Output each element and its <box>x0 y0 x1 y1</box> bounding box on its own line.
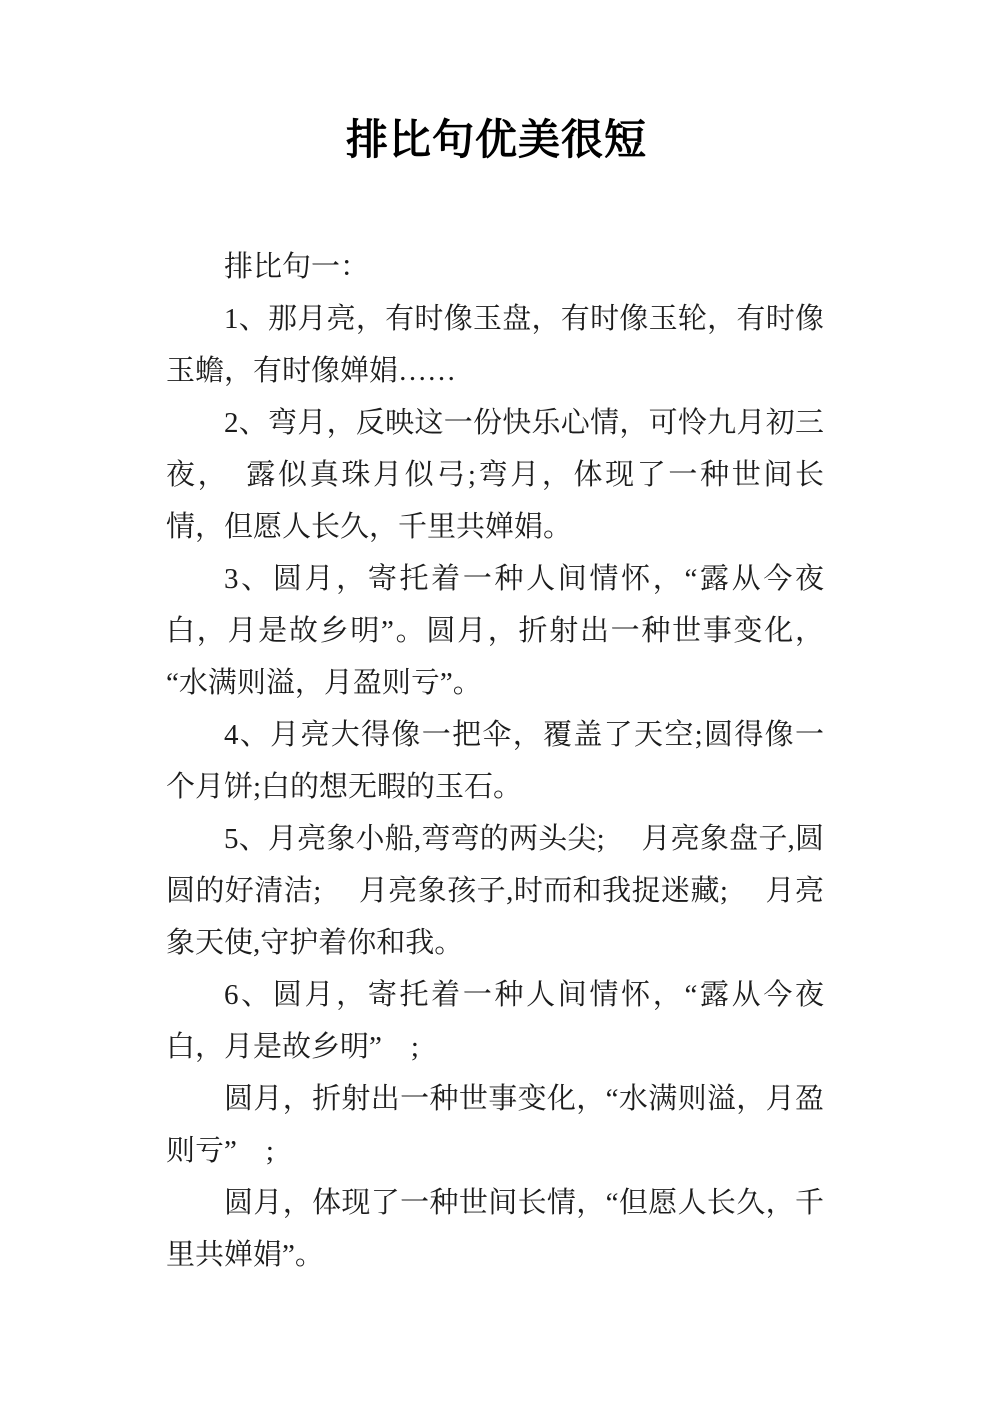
paragraph-item-7: 圆月，折射出一种世事变化，“水满则溢，月盈则亏” ; <box>166 1083 824 1167</box>
paragraph-item-6: 6、圆月，寄托着一种人间情怀，“露从今夜白，月是故乡明” ; <box>166 979 824 1063</box>
document-body <box>166 241 824 1281</box>
paragraph-item-4: 4、月亮大得像一把伞，覆盖了天空;圆得像一个月饼;白的想无暇的玉石。 <box>166 719 824 803</box>
paragraph-item-1: 1、那月亮，有时像玉盘，有时像玉轮，有时像玉蟾，有时像婵娟…… <box>166 303 824 387</box>
paragraph-section-label: 排比句一： <box>224 251 370 283</box>
paragraph-item-2: 2、弯月，反映这一份快乐心情，可怜九月初三夜， 露似真珠月似弓;弯月，体现了一种世间长情，但愿人长久，千里共婵娟。 <box>166 407 824 543</box>
paragraph-item-8: 圆月，体现了一种世间长情，“但愿人长久，千里共婵娟”。 <box>166 1187 824 1271</box>
document-title: 排比句优美很短 <box>345 116 647 163</box>
paragraph-item-3: 3、圆月，寄托着一种人间情怀，“露从今夜白，月是故乡明”。圆月，折射出一种世事变化，“水满则溢，月盈则亏”。 <box>166 563 824 699</box>
paragraph-item-5: 5、月亮象小船,弯弯的两头尖; 月亮象盘子,圆圆的好清洁; 月亮象孩子,时而和我捉迷藏; 月亮象天使,守护着你和我。 <box>166 823 824 959</box>
